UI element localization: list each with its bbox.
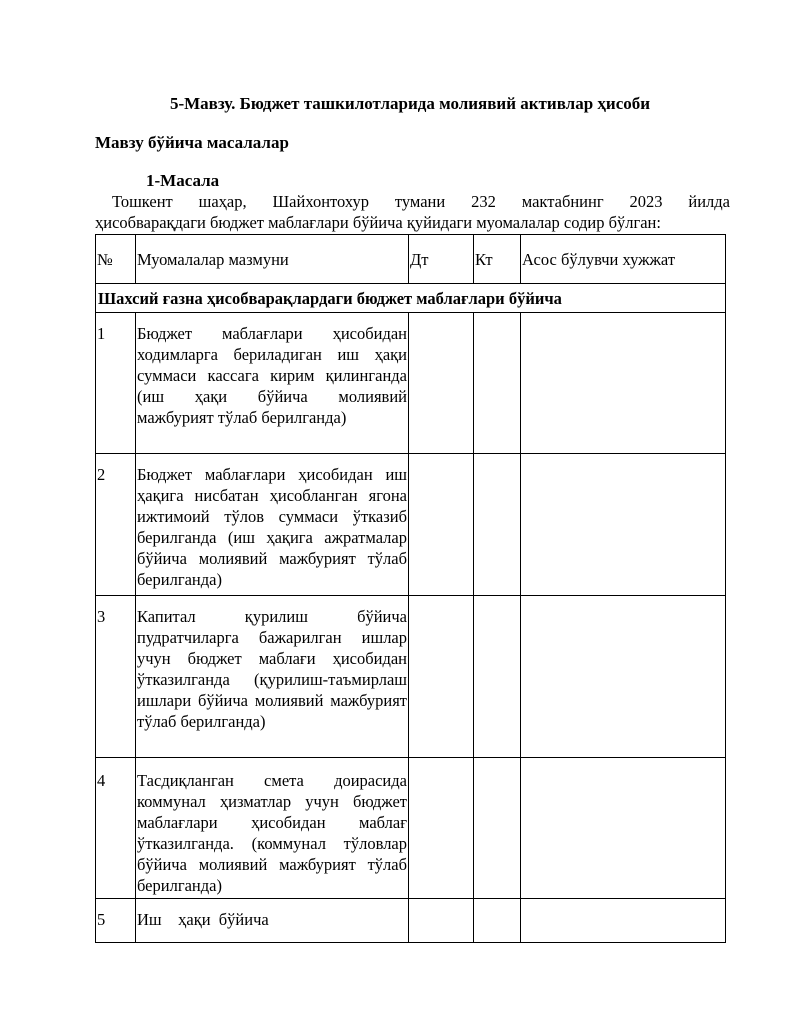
row-description: Бюджет маблағлари ҳисобидан иш ҳақига нисбатан ҳисобланган ягона ижтимоий тўлов суммаси ўтказиб берилганда (иш ҳақига ажратмалар бўйича молиявий мажбурият тўлаб берилганда) — [136, 454, 409, 596]
table-row — [96, 313, 726, 454]
row-document[interactable] — [521, 899, 726, 943]
row-credit[interactable] — [474, 596, 521, 758]
row-document[interactable] — [521, 596, 726, 758]
row-description: Иш ҳақи бўйича — [136, 899, 409, 943]
table-row — [96, 758, 726, 899]
row-document[interactable] — [521, 313, 726, 454]
row-number: 5 — [96, 899, 136, 943]
row-debit[interactable] — [409, 899, 474, 943]
row-document[interactable] — [521, 454, 726, 596]
header-document: Асос бўлувчи хужжат — [521, 235, 726, 284]
transactions-table — [95, 234, 726, 943]
header-number: № — [96, 235, 136, 284]
row-credit[interactable] — [474, 454, 521, 596]
row-debit[interactable] — [409, 596, 474, 758]
table-row — [96, 899, 726, 943]
header-debit: Дт — [409, 235, 474, 284]
row-document[interactable] — [521, 758, 726, 899]
row-credit[interactable] — [474, 899, 521, 943]
row-description: Капитал қурилиш бўйича пудратчиларга бажарилган ишлар учун бюджет маблағи ҳисобидан ўтказилганда (қурилиш-таъмирлаш ишлари бўйича молиявий мажбурият тўлаб берилганда) — [136, 596, 409, 758]
header-content: Муомалалар мазмуни — [136, 235, 409, 284]
document-title: 5-Мавзу. Бюджет ташкилотларида молиявий активлар ҳисоби — [169, 94, 651, 113]
table-header-row — [96, 235, 726, 284]
row-number: 1 — [96, 313, 136, 454]
row-debit[interactable] — [409, 758, 474, 899]
row-number: 2 — [96, 454, 136, 596]
row-debit[interactable] — [409, 454, 474, 596]
table-row — [96, 454, 726, 596]
row-debit[interactable] — [409, 313, 474, 454]
row-credit[interactable] — [474, 313, 521, 454]
intro-line-1: Тошкент шаҳар, Шайхонтохур тумани 232 мактабнинг 2023 йилда — [112, 192, 730, 211]
row-credit[interactable] — [474, 758, 521, 899]
problem-label: 1-Масала — [146, 171, 220, 190]
section-heading: Шахсий ғазна ҳисобварақлардаги бюджет маблағлари бўйича — [96, 284, 726, 313]
section-subtitle: Мавзу бўйича масалалар — [95, 133, 289, 152]
row-number: 3 — [96, 596, 136, 758]
intro-line-2: ҳисобварақдаги бюджет маблағлари бўйича қуйидаги муомалалар содир бўлган: — [95, 213, 661, 232]
row-description: Тасдиқланган смета доирасида коммунал ҳизматлар учун бюджет маблағлари ҳисобидан маблағ ўтказилганда. (коммунал тўловлар бўйича молиявий мажбурият тўлаб берилганда) — [136, 758, 409, 899]
header-credit: Кт — [474, 235, 521, 284]
table-section-row — [96, 284, 726, 313]
problem-intro — [95, 191, 730, 233]
row-number: 4 — [96, 758, 136, 899]
row-description: Бюджет маблағлари ҳисобидан ходимларга бериладиган иш ҳақи суммаси кассага кирим қилинганда (иш ҳақи бўйича молиявий мажбурият тўлаб берилганда) — [136, 313, 409, 454]
table-row — [96, 596, 726, 758]
